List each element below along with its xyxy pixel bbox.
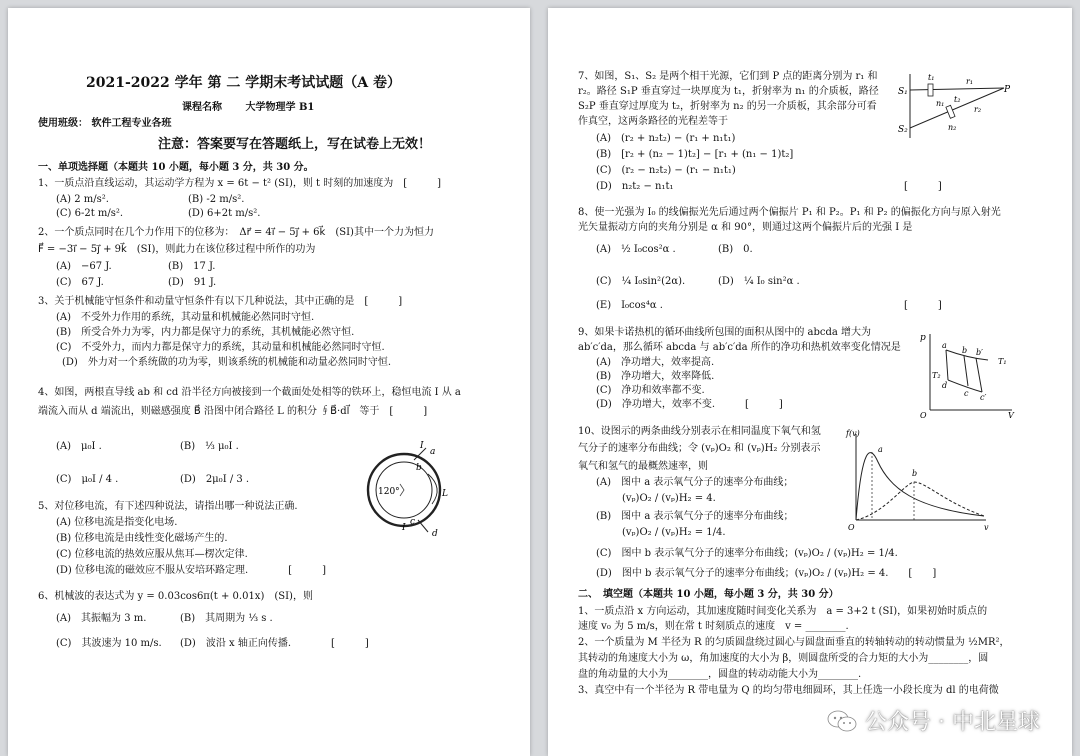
q3-option-d: (D) 外力对一个系统做的功为零，则该系统的机械能和动量必然同时守恒. bbox=[62, 357, 391, 368]
exam-page-left bbox=[8, 8, 530, 756]
q6-option-c: (C) 其波速为 10 m/s. bbox=[56, 638, 162, 649]
fig9-label-c-prime: c′ bbox=[980, 393, 987, 402]
q7-option-a: (A) (r₂ + n₂t₂) − (r₁ + n₁t₁) bbox=[596, 133, 736, 144]
fig7-label-n2: n₂ bbox=[948, 123, 957, 132]
fig7-label-r2: r₂ bbox=[974, 105, 982, 114]
q8-stem-1: 8、使一光强为 I₀ 的线偏振光先后通过两个偏振片 P₁ 和 P₂。P₁ 和 P₂ 的偏振化方向与原入射光 bbox=[578, 207, 1001, 218]
f3-line-1: 3、真空中有一个半径为 R 带电量为 Q 的均匀带电细圆环，其上任选一小段长度为 dl 的电荷微 bbox=[578, 685, 999, 696]
q9-option-a: (A) 净功增大，效率提高. bbox=[596, 357, 715, 368]
q1-option-b: (B) -2 m/s². bbox=[188, 194, 245, 205]
q4-option-b: (B) ⅓ μ₀I . bbox=[180, 441, 239, 452]
ring-circuit-figure bbox=[356, 440, 466, 540]
fig7-label-t1: t₁ bbox=[928, 73, 935, 82]
q6-option-b: (B) 其周期为 ⅓ s . bbox=[180, 613, 273, 624]
exam-page-right bbox=[548, 8, 1072, 756]
q10-option-b-2: (vₚ)O₂ / (vₚ)H₂ = 1/4. bbox=[622, 527, 726, 538]
section-1-heading: 一、单项选择题（本题共 10 小题，每小题 3 分，共 30 分。 bbox=[38, 162, 314, 173]
q2-stem-1: 2、一个质点同时在几个力作用下的位移为： Δr⃗ = 4i⃗ − 5j⃗ + 6k⃗ (SI)其中一个力为恒力 bbox=[38, 227, 434, 238]
q3-stem: 3、关于机械能守恒条件和动量守恒条件有以下几种说法，其中正确的是 [ ] bbox=[38, 296, 403, 307]
f1-line-1: 1、一质点沿 x 方向运动，其加速度随时间变化关系为 a = 3+2 t (SI)，如果初始时质点的 bbox=[578, 606, 988, 617]
fig9-label-T1: T₁ bbox=[998, 357, 1007, 366]
q3-option-b: (B) 所受合外力为零，内力都是保守力的系统，其机械能必然守恒. bbox=[56, 327, 355, 338]
q8-bracket: [ ] bbox=[904, 300, 942, 311]
q8-option-d: (D) ¼ I₀ sin²α . bbox=[718, 276, 800, 287]
fig10-label-b: b bbox=[912, 469, 918, 478]
q7-option-d: (D) n₂t₂ − n₁t₁ bbox=[596, 181, 674, 192]
q5-option-c: (C) 位移电流的热效应服从焦耳—楞次定律. bbox=[56, 549, 248, 560]
curve-a bbox=[856, 453, 984, 520]
q9-stem-2: ab′c′da，那么循环 abcda 与 ab′c′da 所作的净功和热机效率变化情况是 bbox=[578, 342, 901, 353]
q5-stem: 5、对位移电流，有下述四种说法，请指出哪一种说法正确. bbox=[38, 501, 298, 512]
q2-option-d: (D) 91 J. bbox=[168, 277, 217, 288]
fig7-label-S1: S₁ bbox=[898, 87, 908, 97]
carnot-cycle-figure bbox=[918, 328, 1018, 418]
adiabat-ad bbox=[946, 350, 948, 380]
fig4-label-a: a bbox=[430, 447, 436, 457]
path-r2 bbox=[910, 88, 1004, 128]
fig10-label-v: v bbox=[984, 523, 989, 532]
f2-line-1: 2、一个质量为 M 半径为 R 的匀质圆盘绕过圆心与圆盘面垂直的转轴转动的转动惯量为 ½MR²， bbox=[578, 637, 1010, 648]
fig9-label-c: c bbox=[964, 389, 969, 398]
plate-t1 bbox=[928, 84, 933, 96]
f2-line-2: 其转动的角速度大小为 ω，角加速度的大小为 β，则圆盘所受的合力矩的大小为________，圆 bbox=[578, 653, 989, 664]
q2-option-b: (B) 17 J. bbox=[168, 261, 216, 272]
fig10-label-f: f(v) bbox=[846, 429, 860, 438]
q6-stem: 6、机械波的表达式为 y = 0.03cos6π(t + 0.01x) (SI)，则 bbox=[38, 591, 313, 602]
q7-option-c: (C) (r₂ − n₂t₂) − (r₁ − n₁t₁) bbox=[596, 165, 736, 176]
fig9-label-p: p bbox=[920, 333, 926, 343]
fig4-label-c: c bbox=[410, 517, 416, 527]
q2-option-c: (C) 67 J. bbox=[56, 277, 104, 288]
q8-stem-2: 光矢量振动方向的夹角分别是 α 和 90°，则通过这两个偏振片后的光强 I 是 bbox=[578, 222, 913, 233]
q10-option-d: (D) 图中 b 表示氧气分子的速率分布曲线；(vₚ)O₂ / (vₚ)H₂ = 4. [ ] bbox=[596, 568, 937, 579]
q5-option-a: (A) 位移电流是指变化电场. bbox=[56, 517, 178, 528]
fig4-label-d: d bbox=[432, 529, 438, 539]
fig9-label-O: O bbox=[920, 411, 927, 418]
fig10-label-a: a bbox=[878, 445, 883, 454]
fig9-label-V: V bbox=[1008, 411, 1014, 418]
q1-option-c: (C) 6-2t m/s². bbox=[56, 208, 124, 219]
angle-label: 120° bbox=[378, 487, 400, 497]
q10-option-b-1: (B) 图中 a 表示氧气分子的速率分布曲线； bbox=[596, 511, 794, 522]
q10-stem-2: 气分子的速率分布曲线；令 (vₚ)O₂ 和 (vₚ)H₂ 分别表示 bbox=[578, 443, 821, 454]
q10-option-c: (C) 图中 b 表示氧气分子的速率分布曲线；(vₚ)O₂ / (vₚ)H₂ = 1/4. bbox=[596, 548, 898, 559]
q8-option-e: (E) I₀cos⁴α . bbox=[596, 300, 663, 311]
section-2-heading: 二、 填空题（本题共 10 小题，每小题 3 分，共 30 分） bbox=[578, 589, 839, 600]
q4-option-d: (D) 2μ₀I / 3 . bbox=[180, 474, 250, 485]
q5-option-b: (B) 位移电流是由线性变化磁场产生的. bbox=[56, 533, 228, 544]
watermark bbox=[827, 705, 1040, 736]
q10-option-a-2: (vₚ)O₂ / (vₚ)H₂ = 4. bbox=[622, 493, 716, 504]
q2-option-a: (A) −67 J. bbox=[56, 261, 112, 272]
adiabat-b-prime-c-prime bbox=[976, 358, 982, 392]
fig4-label-I-top: I bbox=[420, 441, 424, 451]
fig9-label-b-prime: b′ bbox=[976, 348, 983, 357]
q6-option-d: (D) 波沿 x 轴正向传播. [ ] bbox=[180, 638, 369, 649]
q7-option-b: (B) [r₂ + (n₂ − 1)t₂] − [r₁ + (n₁ − 1)t₂] bbox=[596, 149, 794, 160]
fig4-label-b: b bbox=[416, 463, 422, 473]
q9-stem-1: 9、如果卡诺热机的循环曲线所包围的面积从图中的 abcda 增大为 bbox=[578, 327, 872, 338]
wechat-icon bbox=[827, 709, 857, 733]
q7-stem-3: S₂P 垂直穿过厚度为 t₂，折射率为 n₂ 的另一介质板，其余部分可看 bbox=[578, 101, 877, 112]
q9-option-d: (D) 净功增大，效率不变. [ ] bbox=[596, 399, 783, 410]
q3-option-c: (C) 不受外力，而内力都是保守力的系统，其动量和机械能必然同时守恒. bbox=[56, 342, 385, 353]
q8-option-c: (C) ¼ I₀sin²(2α). bbox=[596, 276, 686, 287]
q10-stem-1: 10、设图示的两条曲线分别表示在相同温度下氧气和氢 bbox=[578, 426, 821, 437]
fig9-label-d: d bbox=[942, 381, 948, 390]
f2-line-3: 盘的角动量的大小为________，圆盘的转动动能大小为________. bbox=[578, 669, 862, 680]
q1-option-d: (D) 6+2t m/s². bbox=[188, 208, 261, 219]
fig7-label-S2: S₂ bbox=[898, 125, 908, 135]
q7-bracket: [ ] bbox=[904, 181, 942, 192]
fig10-label-O: O bbox=[848, 523, 855, 532]
path-r1 bbox=[910, 88, 1004, 90]
q2-stem-2: F⃗ = −3i⃗ − 5j⃗ + 9k⃗ (SI)，则此力在该位移过程中所作的功为 bbox=[38, 244, 316, 255]
fig4-label-I-bottom: I bbox=[402, 523, 406, 533]
q9-option-c: (C) 净功和效率都不变. bbox=[596, 385, 705, 396]
q7-stem-4: 作真空，这两条路径的光程差等于 bbox=[578, 116, 728, 127]
fig7-label-r1: r₁ bbox=[966, 77, 974, 86]
q7-stem-1: 7、如图，S₁、S₂ 是两个相干光源，它们到 P 点的距离分别为 r₁ 和 bbox=[578, 71, 878, 82]
q7-stem-2: r₂。路径 S₁P 垂直穿过一块厚度为 t₁，折射率为 n₁ 的介质板，路径 bbox=[578, 86, 879, 97]
f1-line-2: 速度 v₀ 为 5 m/s，则在常 t 时刻质点的速度 v = ________. bbox=[578, 621, 849, 632]
q4-stem-2: 端流入而从 d 端流出，则磁感强度 B⃗ 沿图中闭合路径 L 的积分 ∮B⃗·dl⃗ 等于 [ ] bbox=[38, 406, 428, 417]
notice: 注意：答案要写在答题纸上，写在试卷上无效！ bbox=[158, 137, 432, 152]
speed-distribution-figure bbox=[844, 426, 994, 532]
q3-option-a: (A) 不受外力作用的系统，其动量和机械能必然同时守恒. bbox=[56, 312, 315, 323]
q5-option-d: (D) 位移电流的磁效应不服从安培环路定理. [ ] bbox=[56, 565, 326, 576]
fig7-label-n1: n₁ bbox=[936, 99, 945, 108]
q8-option-b: (B) 0. bbox=[718, 244, 753, 255]
q4-stem-1: 4、如图，两根直导线 ab 和 cd 沿半径方向被接到一个截面处处相等的铁环上，稳恒电流 I 从 a bbox=[38, 387, 461, 398]
q1-stem: 1、一质点沿直线运动，其运动学方程为 x = 6t − t² (SI)，则 t 时刻的加速度为 [ ] bbox=[38, 178, 442, 189]
fig7-label-P: P bbox=[1004, 85, 1011, 95]
fig4-label-L: L bbox=[442, 489, 448, 499]
adiabat-bc bbox=[964, 356, 968, 386]
fig9-label-b: b bbox=[962, 346, 968, 355]
fig9-label-T2: T₂ bbox=[932, 371, 941, 380]
watermark-text: 公众号 · 中北星球 bbox=[865, 710, 1040, 735]
fig7-label-t2: t₂ bbox=[954, 95, 961, 104]
interference-figure bbox=[896, 70, 1016, 142]
q10-option-a-1: (A) 图中 a 表示氧气分子的速率分布曲线； bbox=[596, 477, 794, 488]
angle-mark bbox=[400, 484, 404, 496]
q9-option-b: (B) 净功增大，效率降低. bbox=[596, 371, 715, 382]
q4-option-c: (C) μ₀I / 4 . bbox=[56, 474, 119, 485]
q6-option-a: (A) 其振幅为 3 m. bbox=[56, 613, 147, 624]
q4-option-a: (A) μ₀I . bbox=[56, 441, 102, 452]
q1-option-a: (A) 2 m/s². bbox=[56, 194, 109, 205]
exam-title: 2021-2022 学年 第 二 学期末考试试题（A 卷） bbox=[86, 75, 401, 91]
class-line: 使用班级： 软件工程专业各班 bbox=[38, 118, 172, 129]
q10-stem-3: 氧气和氢气的最概然速率，则 bbox=[578, 461, 708, 472]
q8-option-a: (A) ½ I₀cos²α . bbox=[596, 244, 676, 255]
fig9-label-a: a bbox=[942, 341, 947, 350]
course-name: 课程名称 大学物理学 B1 bbox=[182, 102, 315, 113]
